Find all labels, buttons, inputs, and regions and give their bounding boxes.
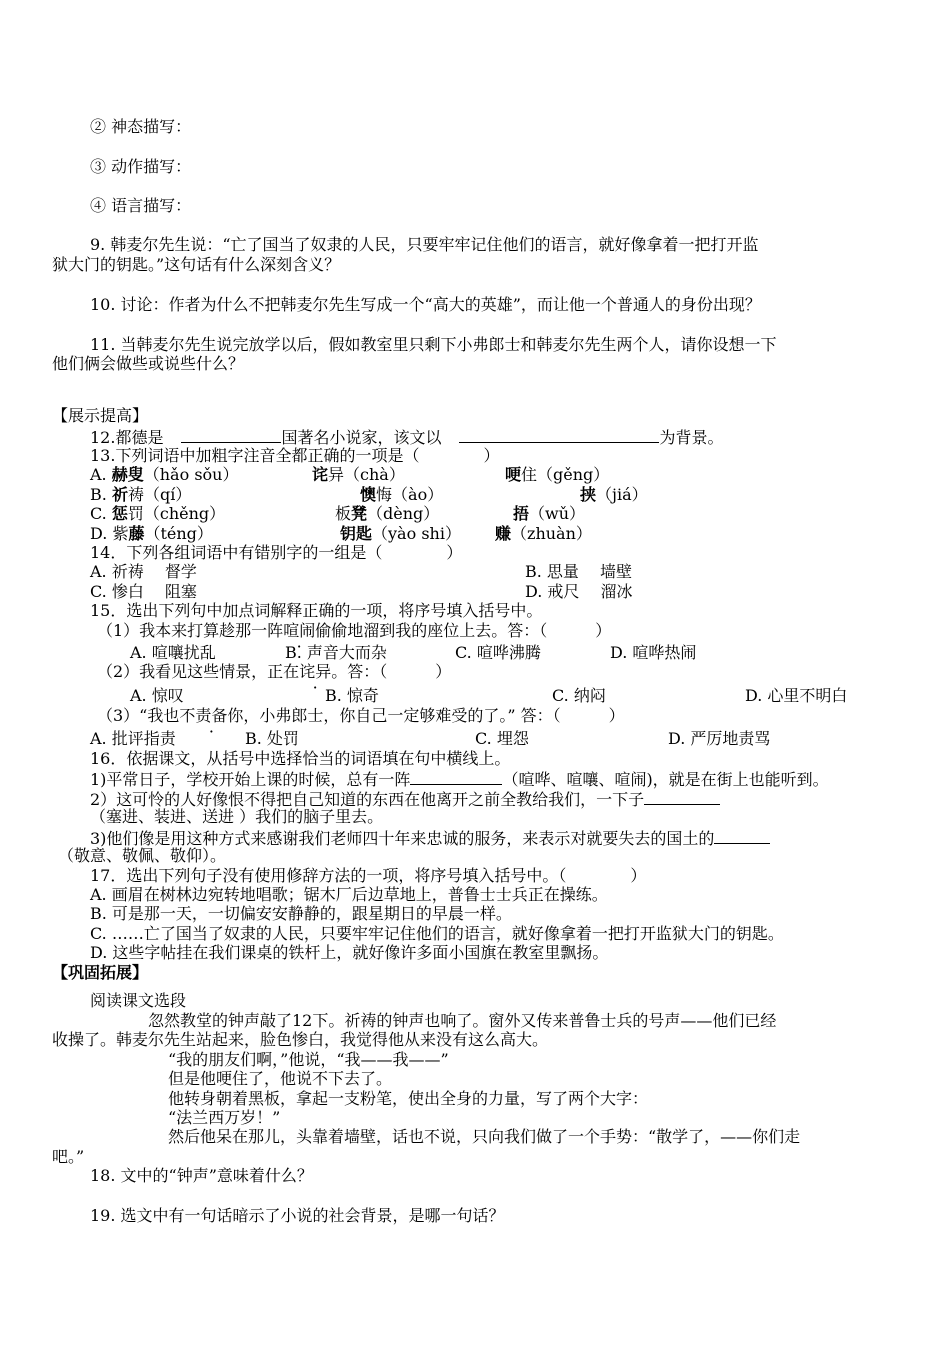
q16-sentence-2-cont: （塞进、装进、送进 ）我们的脑子里去。	[90, 807, 384, 826]
q16-sentence-3-cont: （敬意、敬佩、敬仰）。	[58, 846, 227, 865]
q17-option-a: A. 画眉在树林边宛转地唱歌；锯木厂后边草地上，普鲁士士兵正在操练。	[90, 885, 608, 904]
q14-option-c: C. 惨白 阻塞	[90, 582, 197, 601]
q17-option-c: C. ……亡了国当了奴隶的人民，只要牢牢记住他们的语言，就好像拿着一把打开监狱大门的钥匙。	[90, 924, 784, 943]
q15-3-option-d: D. 严厉地责骂	[668, 729, 771, 748]
q15-1-option-c: C. 喧哗沸腾	[455, 643, 541, 662]
reading-p4: 他转身朝着黑板，拿起一支粉笔，使出全身的力量，写了两个大字：	[168, 1089, 649, 1108]
q13-option-d: D. 紫藤（téng）	[90, 524, 213, 543]
q9-line-2: 狱大门的钥匙。”这句话有什么深刻含义？	[52, 255, 341, 274]
reading-p6-line-1: 然后他呆在那儿，头靠着墙壁，话也不说，只向我们做了一个手势：“散学了，——你们走	[168, 1127, 801, 1146]
q15-2-option-d: D. 心里不明白	[745, 686, 848, 705]
q15-2-option-a: A. 惊叹	[130, 686, 184, 705]
q15-sentence-3: （3）“我也不责备你，小弗郎士，你自己一定够难受的了。” 答：（ ）	[97, 706, 625, 725]
q9-line-1: 9. 韩麦尔先生说：“亡了国当了奴隶的人民，只要牢牢记住他们的语言，就好像拿着一把打开监	[90, 235, 759, 254]
q12: 12.都德是 国著名小说家，该文以 为背景。	[90, 428, 724, 447]
reading-p1-line-2: 收操了。韩麦尔先生站起来，脸色惨白，我觉得他从来没有这么高大。	[52, 1030, 549, 1049]
q16-sentence-1: 1)平常日子，学校开始上课的时候，总有一阵 （喧哗、喧嚷、喧闹)，就是在街上也能听到。	[90, 770, 829, 789]
reading-p5: “法兰西万岁！”	[168, 1108, 281, 1127]
q13-option-b: B. 祈祷（qí）	[90, 485, 192, 504]
q12-blank-2[interactable]	[459, 426, 659, 443]
q16-blank-3[interactable]	[714, 827, 770, 844]
q13-option-a-2: 诧异（chà）	[312, 465, 405, 484]
q16-stem: 16．依据课文，从括号中选择恰当的词语填在句中横线上。	[90, 749, 511, 768]
q17-option-b: B. 可是那一天，一切偏安安静静的，跟星期日的早晨一样。	[90, 904, 512, 923]
q11-line-1: 11. 当韩麦尔先生说完放学以后，假如教室里只剩下小弗郎士和韩麦尔先生两个人，请你设想一下	[90, 335, 777, 354]
q15-2-option-b: B. 惊奇	[325, 686, 379, 705]
q15-2-option-c: C. 纳闷	[552, 686, 606, 705]
q8-item-3: ③ 动作描写：	[90, 157, 192, 176]
q13-stem: 13.下列词语中加粗字注音全都正确的一项是（ ）	[90, 446, 500, 465]
q15-1-option-a: A. 喧嚷扰乱	[130, 643, 216, 662]
q16-sentence-2: 2）这可怜的人好像恨不得把自己知道的东西在他离开之前全教给我们，一下子	[90, 788, 720, 810]
q13-option-c-3: 捂（wǔ）	[513, 504, 586, 523]
q13-option-b-2: 懊悔（ào）	[360, 485, 444, 504]
q17-option-d: D. 这些字帖挂在我们课桌的铁杆上，就好像许多面小国旗在教室里飘扬。	[90, 943, 609, 962]
q16-blank-1[interactable]	[410, 768, 502, 785]
q18: 18. 文中的“钟声”意味着什么？	[90, 1166, 313, 1185]
q15-3-option-c: C. 埋怨	[475, 729, 529, 748]
reading-p1-line-1: 忽然教堂的钟声敲了12下。祈祷的钟声也响了。窗外又传来普鲁士兵的号声——他们已经	[148, 1011, 777, 1030]
section-extend: 【巩固拓展】	[52, 963, 149, 982]
q12-blank-1[interactable]	[181, 426, 281, 443]
q8-item-4: ④ 语言描写：	[90, 196, 192, 215]
q11-line-2: 他们俩会做些或说些什么？	[52, 354, 245, 373]
q16-sentence-3: 3)他们像是用这种方式来感谢我们老师四十年来忠诚的服务，来表示对就要失去的国土的	[90, 827, 770, 849]
q15-3-option-b: B. 处罚	[245, 729, 299, 748]
section-show: 【展示提高】	[52, 406, 149, 425]
q13-option-c-2: 板凳（dèng）	[335, 504, 440, 523]
q17-stem: 17．选出下列句子没有使用修辞方法的一项，将序号填入括号中。（ ）	[90, 866, 647, 885]
reading-p6-line-2: 吧。”	[52, 1147, 85, 1166]
q14-stem: 14．下列各组词语中有错别字的一组是（ ）	[90, 543, 463, 562]
q14-option-a: A. 祈祷 督学	[90, 562, 197, 581]
q13-option-a-3: 哽住（gěng）	[505, 465, 610, 484]
q10: 10. 讨论：作者为什么不把韩麦尔先生写成一个“高大的英雄”，而让他一个普通人的身份出现？	[90, 295, 761, 314]
q13-option-b-3: 挟（jiá）	[580, 485, 648, 504]
reading-p3: 但是他哽住了，他说不下去了。	[168, 1069, 393, 1088]
q13-option-d-3: 赚（zhuàn）	[495, 524, 592, 543]
q15-3-option-a: A. 批评指责	[90, 729, 176, 748]
q14-option-d: D. 戒尺 溜冰	[525, 582, 633, 601]
q13-option-d-2: 钥匙（yào shi）	[340, 524, 461, 543]
reading-title: 阅读课文选段	[90, 991, 187, 1010]
q19: 19. 选文中有一句话暗示了小说的社会背景，是哪一句话？	[90, 1206, 505, 1225]
reading-p2: “我的朋友们啊，”他说，“我——我——”	[168, 1050, 449, 1069]
q14-option-b: B. 思量 墙壁	[525, 562, 633, 581]
q15-1-option-b: B. 声音大而杂	[285, 643, 387, 662]
q8-item-2: ② 神态描写：	[90, 117, 192, 136]
q15-sentence-2: （2）我看见这些情景，正在诧异。答：（ ）	[97, 662, 452, 681]
q15-sentence-1: （1）我本来打算趁那一阵喧闹偷偷地溜到我的座位上去。答：（ ）	[97, 621, 612, 640]
q15-1-option-d: D. 喧哗热闹	[610, 643, 697, 662]
q13-option-c: C. 惩罚（chěng）	[90, 504, 226, 523]
q15-stem: 15．选出下列句中加点词解释正确的一项，将序号填入括号中。	[90, 601, 543, 620]
q13-option-a: A. 赫叟（hǎo sǒu）	[90, 465, 239, 484]
q16-blank-2[interactable]	[644, 788, 720, 805]
